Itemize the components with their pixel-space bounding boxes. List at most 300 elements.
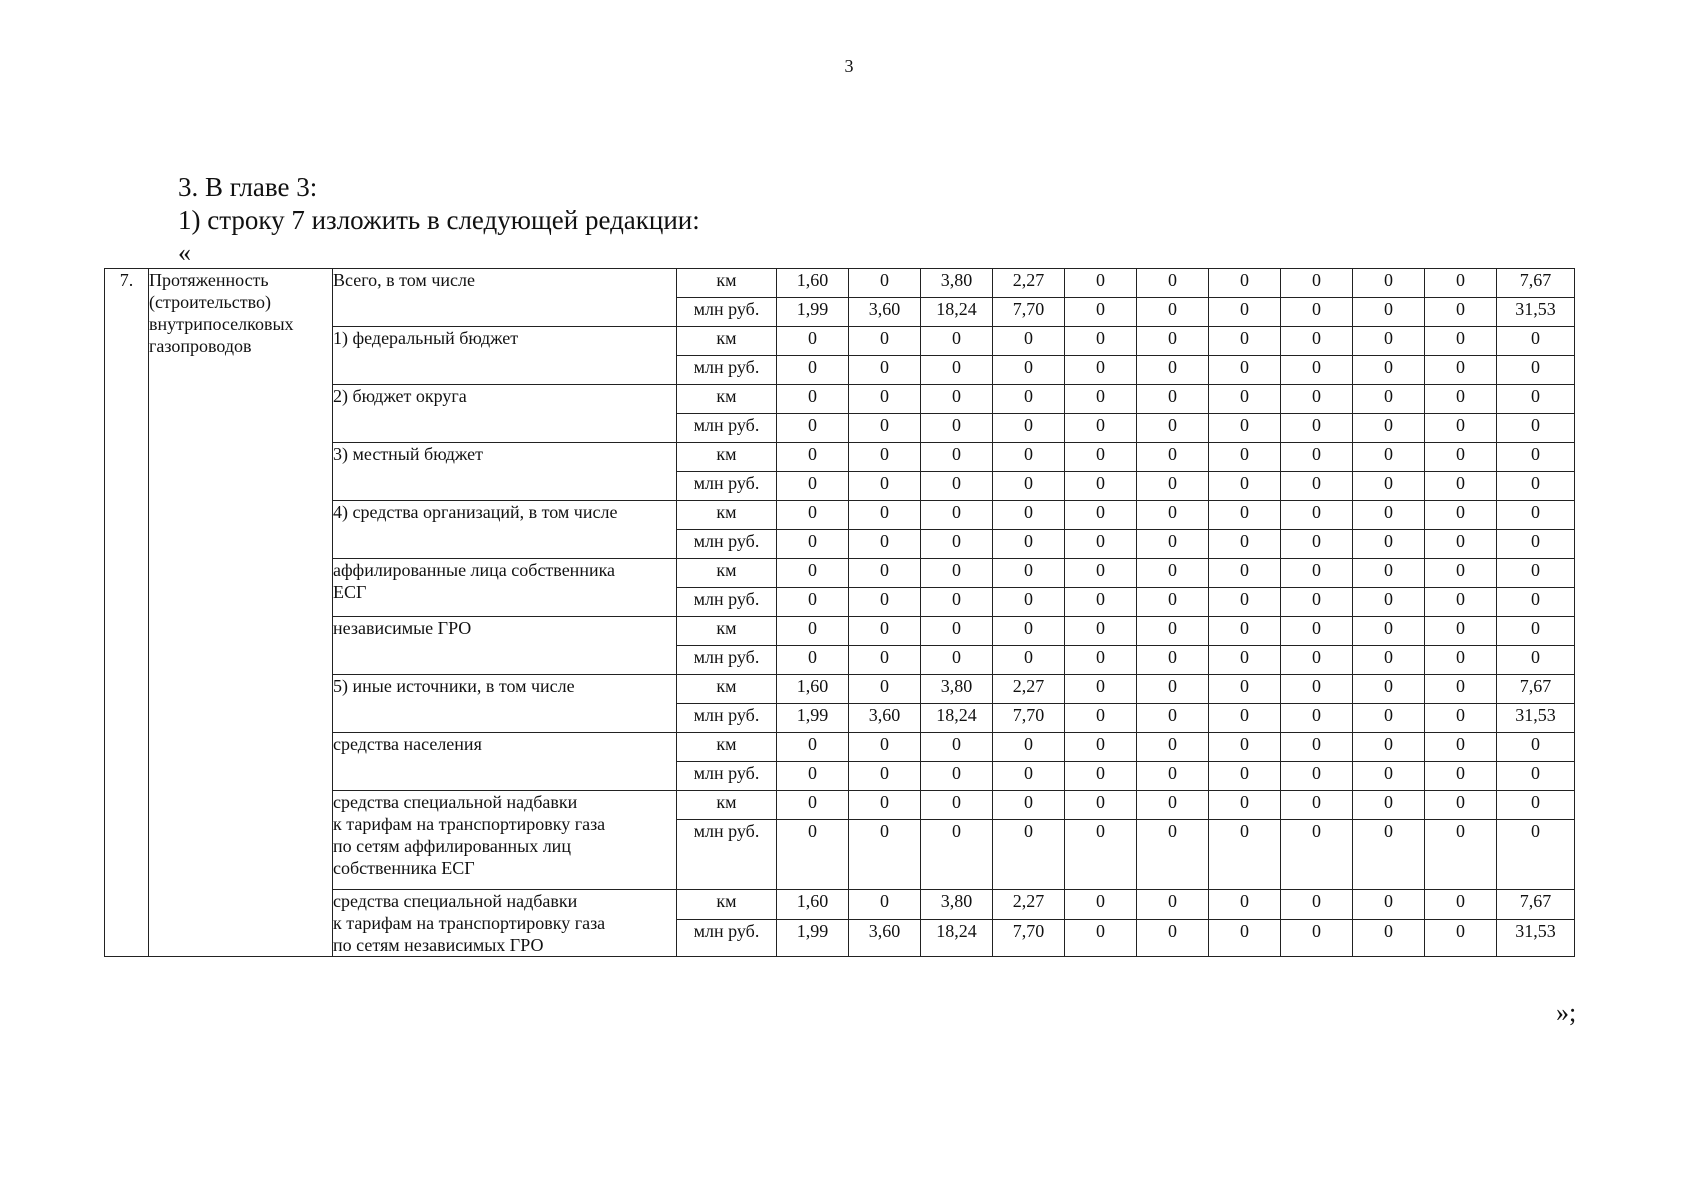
value-cell: 18,24: [921, 298, 993, 327]
value-cell: 0: [993, 443, 1065, 472]
value-cell: 0: [1137, 414, 1209, 443]
value-cell: 0: [1353, 269, 1425, 298]
value-cell: 0: [1137, 791, 1209, 820]
value-cell: 0: [849, 890, 921, 920]
cell-text-line: (строительство): [149, 292, 271, 312]
unit-cell: км: [677, 385, 777, 414]
unit-cell: млн руб.: [677, 588, 777, 617]
value-cell: 0: [1497, 559, 1575, 588]
value-cell: 0: [1425, 733, 1497, 762]
value-cell: 0: [1065, 356, 1137, 385]
value-cell: 0: [777, 733, 849, 762]
opening-quote-mark: «: [178, 238, 191, 267]
value-cell: 0: [849, 733, 921, 762]
value-cell: 0: [993, 762, 1065, 791]
value-cell: 0: [993, 385, 1065, 414]
value-cell: 0: [1497, 617, 1575, 646]
value-cell: 0: [921, 559, 993, 588]
funding-source-cell: [333, 890, 677, 957]
value-cell: 0: [849, 385, 921, 414]
value-cell: 0: [1281, 327, 1353, 356]
value-cell: 0: [1281, 617, 1353, 646]
value-cell: 0: [1425, 501, 1497, 530]
value-cell: 0: [777, 820, 849, 890]
value-cell: 0: [1209, 919, 1281, 956]
value-cell: 0: [993, 356, 1065, 385]
value-cell: 0: [1353, 414, 1425, 443]
value-cell: 0: [1137, 762, 1209, 791]
value-cell: 0: [1425, 298, 1497, 327]
unit-cell: км: [677, 443, 777, 472]
value-cell: 0: [1209, 385, 1281, 414]
cell-text-line: средства специальной надбавки: [333, 792, 578, 812]
value-cell: 0: [1497, 762, 1575, 791]
page-number: 3: [844, 56, 854, 76]
value-cell: 0: [1281, 559, 1353, 588]
value-cell: 0: [1209, 298, 1281, 327]
value-cell: 0: [1353, 791, 1425, 820]
value-cell: 0: [1281, 414, 1353, 443]
cell-text-line: независимые ГРО: [333, 618, 472, 638]
value-cell: 0: [1353, 385, 1425, 414]
value-cell: 0: [1425, 559, 1497, 588]
value-cell: 0: [993, 733, 1065, 762]
value-cell: 0: [1281, 820, 1353, 890]
unit-cell: млн руб.: [677, 820, 777, 890]
value-cell: 0: [1497, 820, 1575, 890]
value-cell: 0: [1137, 472, 1209, 501]
value-cell: 0: [1137, 501, 1209, 530]
unit-cell: км: [677, 269, 777, 298]
value-cell: 18,24: [921, 919, 993, 956]
value-cell: 0: [993, 559, 1065, 588]
unit-cell: млн руб.: [677, 646, 777, 675]
value-cell: 0: [1137, 646, 1209, 675]
value-cell: 0: [1353, 733, 1425, 762]
value-cell: 0: [1065, 733, 1137, 762]
value-cell: 0: [1065, 791, 1137, 820]
value-cell: 0: [1137, 559, 1209, 588]
unit-cell: км: [677, 617, 777, 646]
amendment-table: [104, 268, 1575, 957]
value-cell: 0: [921, 762, 993, 791]
value-cell: 0: [1425, 704, 1497, 733]
value-cell: 0: [849, 356, 921, 385]
value-cell: 0: [1497, 588, 1575, 617]
value-cell: 0: [921, 501, 993, 530]
value-cell: 0: [1065, 559, 1137, 588]
unit-cell: млн руб.: [677, 530, 777, 559]
value-cell: 0: [1497, 356, 1575, 385]
value-cell: 0: [1209, 501, 1281, 530]
value-cell: 0: [1353, 356, 1425, 385]
value-cell: 0: [921, 617, 993, 646]
value-cell: 0: [777, 327, 849, 356]
value-cell: 3,60: [849, 298, 921, 327]
funding-source-cell: [333, 675, 677, 733]
value-cell: 0: [1425, 675, 1497, 704]
value-cell: 0: [1065, 269, 1137, 298]
cell-text-line: средства специальной надбавки: [333, 891, 578, 911]
value-cell: 1,99: [777, 704, 849, 733]
value-cell: 0: [1425, 890, 1497, 920]
value-cell: 0: [1425, 269, 1497, 298]
value-cell: 0: [921, 385, 993, 414]
value-cell: 0: [993, 414, 1065, 443]
value-cell: 0: [1353, 530, 1425, 559]
value-cell: 0: [1353, 327, 1425, 356]
value-cell: 0: [1065, 501, 1137, 530]
unit-cell: млн руб.: [677, 356, 777, 385]
value-cell: 0: [1137, 617, 1209, 646]
funding-source-cell: [333, 733, 677, 791]
cell-text-line: Всего, в том числе: [333, 270, 475, 290]
value-cell: 0: [849, 530, 921, 559]
value-cell: 0: [1425, 588, 1497, 617]
value-cell: 0: [1353, 298, 1425, 327]
value-cell: 0: [921, 356, 993, 385]
funding-source-cell: [333, 443, 677, 501]
value-cell: 0: [849, 646, 921, 675]
value-cell: 0: [1137, 269, 1209, 298]
value-cell: 0: [1425, 385, 1497, 414]
unit-cell: млн руб.: [677, 919, 777, 956]
value-cell: 0: [849, 414, 921, 443]
value-cell: 7,70: [993, 919, 1065, 956]
unit-cell: млн руб.: [677, 704, 777, 733]
value-cell: 0: [1065, 443, 1137, 472]
value-cell: 0: [1425, 617, 1497, 646]
value-cell: 0: [1281, 356, 1353, 385]
value-cell: 0: [1209, 414, 1281, 443]
value-cell: 0: [1209, 472, 1281, 501]
value-cell: 0: [1425, 472, 1497, 501]
funding-source-cell: [333, 559, 677, 617]
value-cell: 0: [1137, 704, 1209, 733]
value-cell: 0: [921, 791, 993, 820]
value-cell: 0: [1137, 327, 1209, 356]
value-cell: 0: [1497, 443, 1575, 472]
value-cell: 0: [1065, 675, 1137, 704]
row-number-cell: 7.: [105, 269, 149, 957]
funding-source-cell: [333, 617, 677, 675]
value-cell: 0: [1497, 414, 1575, 443]
unit-cell: км: [677, 559, 777, 588]
value-cell: 0: [1065, 588, 1137, 617]
value-cell: 0: [1209, 646, 1281, 675]
value-cell: 0: [1353, 559, 1425, 588]
value-cell: 3,80: [921, 269, 993, 298]
value-cell: 0: [1281, 890, 1353, 920]
cell-text-line: 3) местный бюджет: [333, 444, 483, 464]
cell-text-line: по сетям независимых ГРО: [333, 935, 544, 955]
unit-cell: км: [677, 675, 777, 704]
value-cell: 0: [777, 443, 849, 472]
value-cell: 3,80: [921, 675, 993, 704]
value-cell: 0: [777, 559, 849, 588]
cell-text-line: собственника ЕСГ: [333, 858, 475, 878]
value-cell: 0: [1425, 919, 1497, 956]
cell-text-line: 1) федеральный бюджет: [333, 328, 519, 348]
value-cell: 0: [993, 327, 1065, 356]
cell-text-line: к тарифам на транспортировку газа: [333, 814, 606, 834]
unit-cell: млн руб.: [677, 472, 777, 501]
value-cell: 0: [1209, 733, 1281, 762]
value-cell: 18,24: [921, 704, 993, 733]
value-cell: 0: [1137, 385, 1209, 414]
value-cell: 0: [1281, 269, 1353, 298]
value-cell: 7,70: [993, 704, 1065, 733]
indicator-name-cell: [149, 269, 333, 957]
cell-text-line: 5) иные источники, в том числе: [333, 676, 575, 696]
value-cell: 0: [1209, 675, 1281, 704]
value-cell: 0: [993, 646, 1065, 675]
table-row: [105, 269, 1575, 298]
cell-text-line: аффилированные лица собственника: [333, 560, 616, 580]
value-cell: 0: [921, 443, 993, 472]
value-cell: 0: [1209, 617, 1281, 646]
value-cell: 1,60: [777, 269, 849, 298]
value-cell: 0: [993, 617, 1065, 646]
value-cell: 7,70: [993, 298, 1065, 327]
value-cell: 0: [1137, 356, 1209, 385]
value-cell: 0: [1353, 919, 1425, 956]
value-cell: 0: [1281, 472, 1353, 501]
value-cell: 0: [1209, 530, 1281, 559]
cell-text-line: средства населения: [333, 734, 482, 754]
funding-source-cell: [333, 501, 677, 559]
value-cell: 0: [777, 472, 849, 501]
value-cell: 0: [1209, 791, 1281, 820]
value-cell: 0: [1281, 298, 1353, 327]
value-cell: 0: [1065, 646, 1137, 675]
value-cell: 0: [1281, 791, 1353, 820]
value-cell: 0: [1209, 588, 1281, 617]
cell-text-line: ЕСГ: [333, 582, 367, 602]
value-cell: 0: [1497, 472, 1575, 501]
value-cell: 0: [777, 385, 849, 414]
value-cell: 0: [1065, 704, 1137, 733]
value-cell: 0: [1353, 588, 1425, 617]
value-cell: 0: [777, 791, 849, 820]
value-cell: 0: [1425, 646, 1497, 675]
value-cell: 0: [849, 327, 921, 356]
value-cell: 0: [849, 443, 921, 472]
value-cell: 0: [1353, 501, 1425, 530]
value-cell: 0: [1497, 501, 1575, 530]
value-cell: 0: [1281, 704, 1353, 733]
funding-source-cell: [333, 269, 677, 327]
value-cell: 0: [1209, 443, 1281, 472]
value-cell: 31,53: [1497, 704, 1575, 733]
funding-source-cell: [333, 791, 677, 890]
value-cell: 0: [1497, 530, 1575, 559]
value-cell: 0: [1425, 356, 1497, 385]
value-cell: 0: [1209, 327, 1281, 356]
value-cell: 0: [993, 472, 1065, 501]
cell-text-line: по сетям аффилированных лиц: [333, 836, 571, 856]
value-cell: 0: [849, 588, 921, 617]
value-cell: 0: [1281, 530, 1353, 559]
cell-text-line: 2) бюджет округа: [333, 386, 467, 406]
value-cell: 0: [1353, 617, 1425, 646]
value-cell: 0: [1209, 269, 1281, 298]
value-cell: 1,60: [777, 675, 849, 704]
value-cell: 0: [921, 472, 993, 501]
value-cell: 0: [1065, 385, 1137, 414]
cell-text-line: внутрипоселковых: [149, 314, 294, 334]
funding-source-cell: [333, 385, 677, 443]
cell-text-line: Протяженность: [149, 270, 269, 290]
value-cell: 0: [921, 414, 993, 443]
value-cell: 0: [1353, 820, 1425, 890]
unit-cell: км: [677, 890, 777, 920]
value-cell: 0: [1209, 762, 1281, 791]
value-cell: 0: [777, 414, 849, 443]
value-cell: 0: [1425, 414, 1497, 443]
value-cell: 0: [921, 530, 993, 559]
value-cell: 0: [849, 472, 921, 501]
value-cell: 0: [1281, 675, 1353, 704]
value-cell: 0: [1209, 356, 1281, 385]
cell-text-line: к тарифам на транспортировку газа: [333, 913, 606, 933]
value-cell: 3,60: [849, 704, 921, 733]
value-cell: 0: [921, 327, 993, 356]
unit-cell: км: [677, 733, 777, 762]
value-cell: 0: [1353, 443, 1425, 472]
value-cell: 0: [1137, 530, 1209, 559]
value-cell: 0: [1065, 762, 1137, 791]
value-cell: 1,99: [777, 919, 849, 956]
value-cell: 0: [1065, 919, 1137, 956]
value-cell: 1,99: [777, 298, 849, 327]
value-cell: 0: [1425, 791, 1497, 820]
value-cell: 0: [1137, 588, 1209, 617]
value-cell: 0: [921, 646, 993, 675]
unit-cell: км: [677, 791, 777, 820]
value-cell: 0: [1281, 385, 1353, 414]
value-cell: 3,80: [921, 890, 993, 920]
value-cell: 0: [1137, 298, 1209, 327]
value-cell: 3,60: [849, 919, 921, 956]
value-cell: 0: [1065, 820, 1137, 890]
funding-source-cell: [333, 327, 677, 385]
value-cell: 0: [1353, 646, 1425, 675]
value-cell: 0: [1353, 472, 1425, 501]
value-cell: 0: [1065, 414, 1137, 443]
value-cell: 0: [1281, 733, 1353, 762]
value-cell: 0: [849, 820, 921, 890]
value-cell: 0: [1065, 617, 1137, 646]
unit-cell: км: [677, 501, 777, 530]
value-cell: 0: [1065, 472, 1137, 501]
value-cell: 0: [1497, 385, 1575, 414]
value-cell: 0: [993, 791, 1065, 820]
value-cell: 2,27: [993, 675, 1065, 704]
unit-cell: км: [677, 327, 777, 356]
value-cell: 0: [1137, 443, 1209, 472]
value-cell: 0: [1281, 646, 1353, 675]
section-heading: 3. В главе 3:: [178, 172, 318, 202]
value-cell: 0: [1353, 675, 1425, 704]
value-cell: 0: [1209, 704, 1281, 733]
value-cell: 0: [1425, 327, 1497, 356]
value-cell: 0: [1137, 820, 1209, 890]
value-cell: 0: [921, 588, 993, 617]
value-cell: 0: [849, 269, 921, 298]
value-cell: 0: [777, 617, 849, 646]
value-cell: 0: [849, 675, 921, 704]
value-cell: 0: [1497, 327, 1575, 356]
value-cell: 0: [1425, 530, 1497, 559]
amendment-table-body: [105, 269, 1575, 957]
value-cell: 0: [849, 617, 921, 646]
value-cell: 0: [1353, 890, 1425, 920]
value-cell: 0: [1281, 919, 1353, 956]
value-cell: 7,67: [1497, 890, 1575, 920]
value-cell: 0: [1497, 791, 1575, 820]
value-cell: 7,67: [1497, 269, 1575, 298]
value-cell: 0: [1353, 762, 1425, 791]
value-cell: 0: [1137, 919, 1209, 956]
value-cell: 0: [921, 820, 993, 890]
value-cell: 0: [849, 501, 921, 530]
cell-text-line: газопроводов: [149, 336, 252, 356]
value-cell: 0: [777, 762, 849, 791]
value-cell: 0: [1209, 890, 1281, 920]
value-cell: 31,53: [1497, 919, 1575, 956]
value-cell: 0: [1065, 327, 1137, 356]
value-cell: 0: [1137, 733, 1209, 762]
value-cell: 0: [993, 530, 1065, 559]
value-cell: 0: [1065, 530, 1137, 559]
value-cell: 0: [1425, 443, 1497, 472]
unit-cell: млн руб.: [677, 762, 777, 791]
value-cell: 0: [1281, 501, 1353, 530]
value-cell: 0: [1065, 890, 1137, 920]
value-cell: 2,27: [993, 890, 1065, 920]
value-cell: 0: [849, 762, 921, 791]
value-cell: 7,67: [1497, 675, 1575, 704]
value-cell: 0: [777, 588, 849, 617]
value-cell: 0: [1209, 820, 1281, 890]
value-cell: 0: [777, 501, 849, 530]
value-cell: 0: [921, 733, 993, 762]
value-cell: 0: [1497, 646, 1575, 675]
unit-cell: млн руб.: [677, 414, 777, 443]
value-cell: 0: [849, 559, 921, 588]
closing-quote-mark: »;: [1556, 998, 1577, 1027]
value-cell: 0: [1497, 733, 1575, 762]
amendment-instruction: 1) строку 7 изложить в следующей редакции:: [178, 205, 700, 235]
unit-cell: млн руб.: [677, 298, 777, 327]
value-cell: 0: [1353, 704, 1425, 733]
value-cell: 0: [993, 820, 1065, 890]
value-cell: 0: [1425, 820, 1497, 890]
value-cell: 2,27: [993, 269, 1065, 298]
value-cell: 0: [849, 791, 921, 820]
value-cell: 0: [1137, 675, 1209, 704]
value-cell: 0: [993, 588, 1065, 617]
value-cell: 0: [777, 356, 849, 385]
value-cell: 31,53: [1497, 298, 1575, 327]
cell-text-line: 4) средства организаций, в том числе: [333, 502, 618, 522]
value-cell: 0: [1281, 443, 1353, 472]
value-cell: 0: [1281, 762, 1353, 791]
value-cell: 1,60: [777, 890, 849, 920]
value-cell: 0: [1209, 559, 1281, 588]
value-cell: 0: [1281, 588, 1353, 617]
